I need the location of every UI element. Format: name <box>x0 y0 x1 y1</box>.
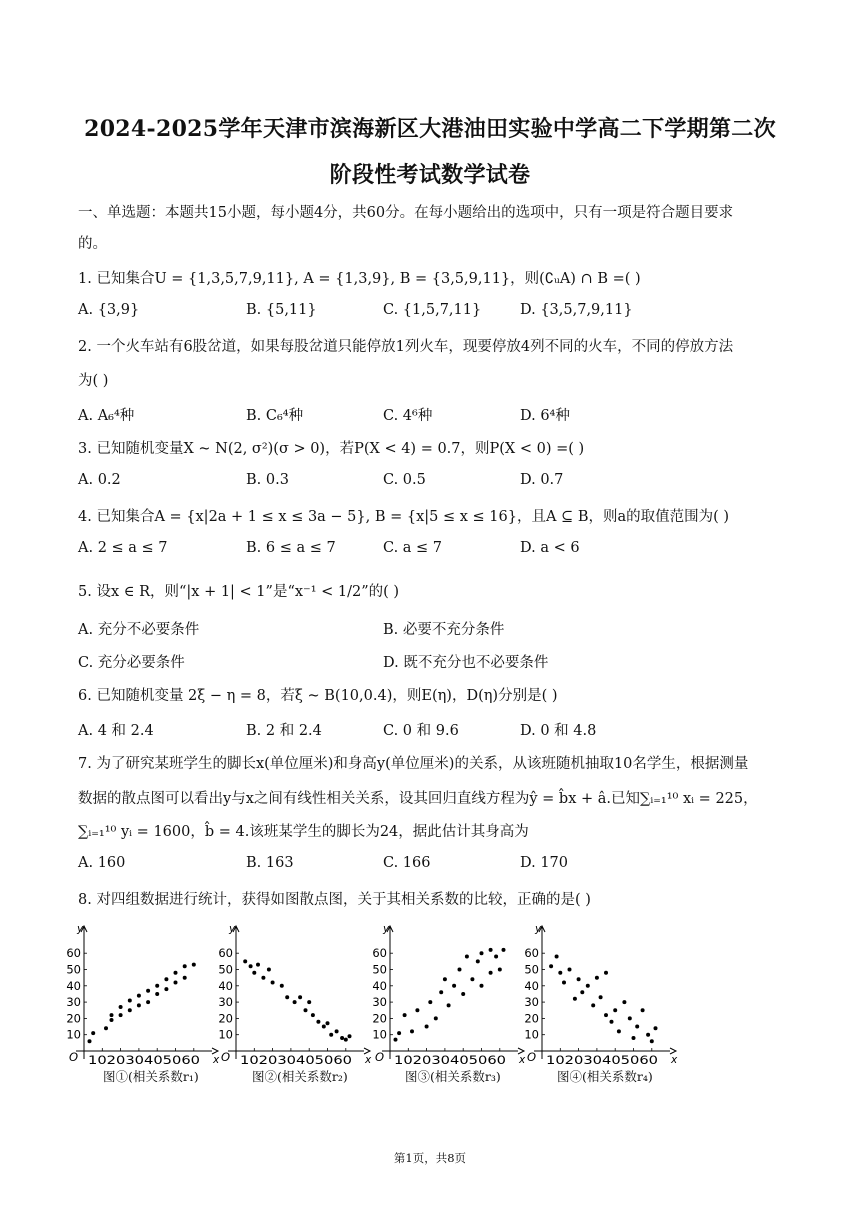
q2-option-b: B. C₆⁴种 <box>246 408 304 424</box>
q2-option-d: D. 6⁴种 <box>520 408 570 424</box>
y-tick-label: 20 <box>218 1011 233 1026</box>
q6-option-a: A. 4 和 2.4 <box>78 723 154 739</box>
q6-option-d: D. 0 和 4.8 <box>520 723 597 739</box>
data-point <box>502 948 506 952</box>
data-point <box>335 1029 339 1033</box>
scatter-plot-4 <box>524 923 678 1067</box>
data-point <box>562 981 566 985</box>
x-axis-label: x <box>671 1054 678 1066</box>
q1-option-c: C. {1,5,7,11} <box>383 302 482 318</box>
y-tick-label: 40 <box>524 978 539 993</box>
data-point <box>271 981 275 985</box>
data-point <box>174 981 178 985</box>
q1-option-d: D. {3,5,7,9,11} <box>520 302 633 318</box>
q5-option-a: A. 充分不必要条件 <box>78 622 200 638</box>
data-point <box>443 977 447 981</box>
data-point <box>465 955 469 959</box>
data-point <box>558 971 562 975</box>
y-tick-label: 20 <box>66 1011 81 1026</box>
q7-option-b: B. 163 <box>246 855 294 871</box>
question-6: 6. 已知随机变量 2ξ − η = 8，若ξ ~ B(10,0.4)，则E(η)，D(η)分别是( ) <box>78 688 558 704</box>
data-point <box>137 994 141 998</box>
data-point <box>104 1026 108 1030</box>
data-point <box>568 968 572 972</box>
question-7-line2: 数据的散点图可以看出y与x之间有线性相关关系，设其回归直线方程为ŷ = b̂x + â.已知∑ᵢ₌₁¹⁰ xᵢ = 225， <box>78 791 758 807</box>
data-point <box>447 1003 451 1007</box>
y-tick-label: 20 <box>372 1011 387 1026</box>
section-heading-line2: 的。 <box>78 236 107 252</box>
data-point <box>137 1003 141 1007</box>
data-point <box>498 968 502 972</box>
x-tick-labels: 102030405060 <box>546 1053 658 1067</box>
q3-option-d: D. 0.7 <box>520 472 564 488</box>
q7-option-a: A. 160 <box>78 855 126 871</box>
data-point <box>613 1008 617 1012</box>
question-7-line3: ∑ᵢ₌₁¹⁰ yᵢ = 1600，b̂ = 4.该班某学生的脚长为24，据此估计其身高为 <box>78 824 529 840</box>
data-point <box>183 964 187 968</box>
scatter-plot-2 <box>218 923 372 1067</box>
data-point <box>326 1021 330 1025</box>
data-point <box>329 1033 333 1037</box>
y-tick-label: 50 <box>66 962 81 977</box>
data-point <box>641 1008 645 1012</box>
data-point <box>110 1013 114 1017</box>
data-point <box>632 1036 636 1040</box>
q4-option-d: D. a < 6 <box>520 540 580 556</box>
data-point <box>549 964 553 968</box>
y-tick-label: 60 <box>372 946 387 961</box>
data-point <box>249 964 253 968</box>
q6-option-b: B. 2 和 2.4 <box>246 723 322 739</box>
data-point <box>261 976 265 980</box>
q4-option-a: A. 2 ≤ a ≤ 7 <box>78 540 168 556</box>
data-point <box>489 971 493 975</box>
question-2-line1: 2. 一个火车站有6股岔道，如果每股岔道只能停放1列火车，现要停放4列不同的火车，不同的停放方法 <box>78 339 734 355</box>
x-axis-label: x <box>213 1054 220 1066</box>
y-tick-label: 40 <box>66 978 81 993</box>
data-point <box>285 995 289 999</box>
data-point <box>494 955 498 959</box>
data-point <box>580 990 584 994</box>
y-tick-label: 10 <box>524 1027 539 1042</box>
data-point <box>164 987 168 991</box>
y-tick-label: 50 <box>372 962 387 977</box>
y-tick-label: 40 <box>218 978 233 993</box>
question-3: 3. 已知随机变量X ~ N(2, σ²)(σ > 0)，若P(X < 4) = 0.7，则P(X < 0) =( ) <box>78 441 585 457</box>
q4-option-c: C. a ≤ 7 <box>383 540 443 556</box>
data-point <box>577 977 581 981</box>
caption-plot-1: 图①(相关系数r₁) <box>103 1069 199 1084</box>
question-8: 8. 对四组数据进行统计，获得如图散点图，关于其相关系数的比较，正确的是( ) <box>78 892 591 908</box>
q7-option-d: D. 170 <box>520 855 569 871</box>
scatter-plot-1 <box>66 923 220 1067</box>
section-heading <box>78 198 788 260</box>
data-point <box>293 1000 297 1004</box>
data-point <box>183 976 187 980</box>
x-tick-labels: 102030405060 <box>88 1053 200 1067</box>
origin-label: O <box>69 1050 79 1064</box>
question-7-line1: 7. 为了研究某班学生的脚长x(单位厘米)和身高y(单位厘米)的关系，从该班随机抽取10名学生，根据测量 <box>78 756 749 772</box>
q6-option-c: C. 0 和 9.6 <box>383 723 459 739</box>
q2-option-a: A. A₆⁴种 <box>78 408 135 424</box>
caption-plot-3: 图③(相关系数r₃) <box>405 1069 501 1084</box>
data-point <box>480 984 484 988</box>
data-point <box>252 971 256 975</box>
data-point <box>650 1039 654 1043</box>
data-point <box>155 992 159 996</box>
data-point <box>415 1008 419 1012</box>
q1-option-a: A. {3,9} <box>78 302 140 318</box>
data-point <box>476 959 480 963</box>
data-point <box>489 948 493 952</box>
y-tick-label: 50 <box>524 962 539 977</box>
data-point <box>243 959 247 963</box>
data-point <box>573 997 577 1001</box>
q7-option-c: C. 166 <box>383 855 431 871</box>
q5-option-d: D. 既不充分也不必要条件 <box>383 655 549 671</box>
data-point <box>304 1008 308 1012</box>
exam-title-line1: 2024-2025学年天津市滨海新区大港油田实验中学高二下学期第二次 <box>84 116 776 142</box>
y-tick-label: 10 <box>218 1027 233 1042</box>
data-point <box>146 989 150 993</box>
question-4: 4. 已知集合A = {x|2a + 1 ≤ x ≤ 3a − 5}, B = {x|5 ≤ x ≤ 16}，且A ⊆ B，则a的取值范围为( ) <box>78 509 730 525</box>
data-point <box>622 1000 626 1004</box>
y-axis-label: y <box>77 923 84 935</box>
y-tick-label: 30 <box>524 995 539 1010</box>
data-point <box>322 1025 326 1029</box>
section-heading-line1: 一、单选题：本题共15小题，每小题4分，共60分。在每小题给出的选项中，只有一项是符合题目要求 <box>78 205 734 221</box>
y-axis-label: y <box>383 923 390 935</box>
q2-option-c: C. 4⁶种 <box>383 408 433 424</box>
data-point <box>428 1000 432 1004</box>
data-point <box>192 963 196 967</box>
x-tick-labels: 102030405060 <box>240 1053 352 1067</box>
scatter-plots <box>0 918 860 1118</box>
question-5: 5. 设x ∈ R，则“|x + 1| < 1”是“x⁻¹ < 1/2”的( ) <box>78 584 400 600</box>
data-point <box>311 1013 315 1017</box>
q1-option-b: B. {5,11} <box>246 302 317 318</box>
exam-title-line2: 阶段性考试数学试卷 <box>329 162 531 188</box>
scatter-plot-3 <box>372 923 526 1067</box>
data-point <box>434 1016 438 1020</box>
data-point <box>591 1003 595 1007</box>
data-point <box>403 1013 407 1017</box>
data-point <box>480 951 484 955</box>
caption-plot-4: 图④(相关系数r₄) <box>557 1069 653 1084</box>
data-point <box>307 1000 311 1004</box>
data-point <box>635 1025 639 1029</box>
data-point <box>340 1036 344 1040</box>
data-point <box>119 1005 123 1009</box>
data-point <box>458 968 462 972</box>
data-point <box>91 1031 95 1035</box>
question-1: 1. 已知集合U = {1,3,5,7,9,11}, A = {1,3,9}, B = {3,5,9,11}，则(∁ᵤA) ∩ B =( ) <box>78 271 641 287</box>
data-point <box>604 971 608 975</box>
data-point <box>555 955 559 959</box>
y-tick-label: 40 <box>372 978 387 993</box>
data-point <box>344 1038 348 1042</box>
data-point <box>586 984 590 988</box>
data-point <box>298 995 302 999</box>
data-point <box>146 1000 150 1004</box>
data-point <box>164 977 168 981</box>
y-tick-label: 10 <box>372 1027 387 1042</box>
data-point <box>256 963 260 967</box>
data-point <box>128 999 132 1003</box>
q5-option-c: C. 充分必要条件 <box>78 655 185 671</box>
data-point <box>604 1013 608 1017</box>
caption-plot-2: 图②(相关系数r₂) <box>252 1069 348 1084</box>
y-axis-label: y <box>535 923 542 935</box>
q3-option-a: A. 0.2 <box>78 472 121 488</box>
x-tick-labels: 102030405060 <box>394 1053 506 1067</box>
data-point <box>646 1033 650 1037</box>
data-point <box>397 1031 401 1035</box>
y-tick-label: 30 <box>218 995 233 1010</box>
data-point <box>452 984 456 988</box>
data-point <box>470 977 474 981</box>
x-axis-label: x <box>365 1054 372 1066</box>
data-point <box>599 995 603 999</box>
q3-option-c: C. 0.5 <box>383 472 426 488</box>
data-point <box>610 1020 614 1024</box>
y-tick-label: 20 <box>524 1011 539 1026</box>
origin-label: O <box>375 1050 385 1064</box>
data-point <box>628 1016 632 1020</box>
data-point <box>88 1039 92 1043</box>
y-tick-label: 50 <box>218 962 233 977</box>
q5-option-b: B. 必要不充分条件 <box>383 622 505 638</box>
data-point <box>439 990 443 994</box>
q4-option-b: B. 6 ≤ a ≤ 7 <box>246 540 336 556</box>
data-point <box>280 984 284 988</box>
y-tick-label: 60 <box>524 946 539 961</box>
data-point <box>595 976 599 980</box>
data-point <box>617 1029 621 1033</box>
y-tick-label: 30 <box>372 995 387 1010</box>
data-point <box>119 1013 123 1017</box>
q3-option-b: B. 0.3 <box>246 472 289 488</box>
data-point <box>155 984 159 988</box>
data-point <box>110 1018 114 1022</box>
y-tick-label: 10 <box>66 1027 81 1042</box>
data-point <box>410 1029 414 1033</box>
origin-label: O <box>527 1050 537 1064</box>
question-2-line2: 为( ) <box>78 373 109 389</box>
data-point <box>316 1020 320 1024</box>
data-point <box>348 1034 352 1038</box>
page-footer: 第1页，共8页 <box>393 1151 467 1165</box>
data-point <box>394 1038 398 1042</box>
y-tick-label: 60 <box>66 946 81 961</box>
data-point <box>174 971 178 975</box>
origin-label: O <box>221 1050 231 1064</box>
data-point <box>425 1025 429 1029</box>
data-point <box>128 1008 132 1012</box>
data-point <box>267 968 271 972</box>
y-axis-label: y <box>229 923 236 935</box>
y-tick-label: 30 <box>66 995 81 1010</box>
data-point <box>461 992 465 996</box>
y-tick-label: 60 <box>218 946 233 961</box>
x-axis-label: x <box>519 1054 526 1066</box>
data-point <box>654 1026 658 1030</box>
